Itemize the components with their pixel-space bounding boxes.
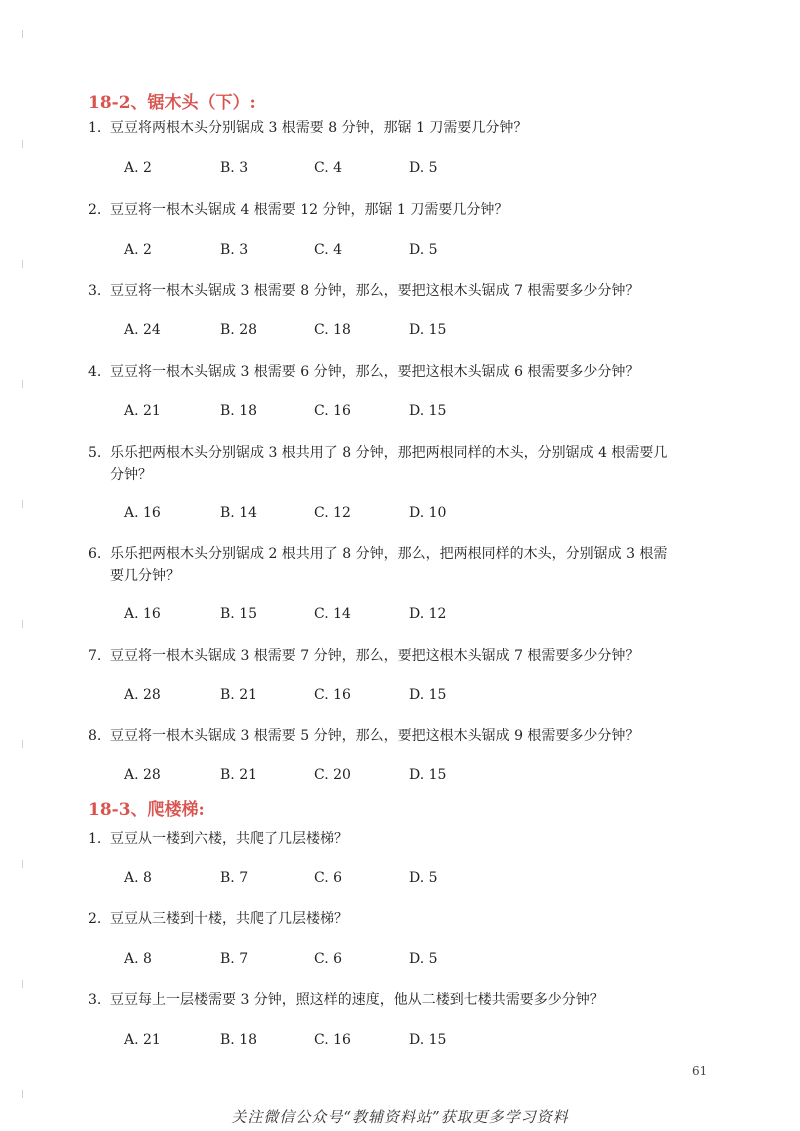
option-d[interactable]: D. 15 (409, 687, 447, 703)
option-c[interactable]: C. 4 (314, 160, 343, 176)
option-c[interactable]: C. 6 (314, 870, 343, 886)
option-d[interactable]: D. 15 (409, 1032, 447, 1048)
question-number: 7. (88, 648, 102, 664)
option-a[interactable]: A. 28 (124, 767, 161, 783)
option-d[interactable]: D. 5 (409, 951, 438, 967)
question-number: 2. (88, 202, 102, 218)
option-b[interactable]: B. 28 (220, 322, 258, 338)
question-text: 豆豆从一楼到六楼，共爬了几层楼梯？ (110, 831, 348, 847)
option-c[interactable]: C. 18 (314, 322, 351, 338)
question-text: 乐乐把两根木头分别锯成 2 根共用了 8 分钟，那么，把两根同样的木头，分别锯成 3 根需 (110, 546, 668, 562)
option-d[interactable]: D. 15 (409, 322, 447, 338)
question-number: 1. (88, 831, 102, 847)
option-c[interactable]: C. 12 (314, 505, 351, 521)
question-number: 6. (88, 546, 102, 562)
question-1 (88, 117, 718, 139)
option-a[interactable]: A. 16 (124, 606, 161, 622)
question-3 (88, 280, 718, 302)
question-8 (88, 725, 718, 747)
option-b[interactable]: B. 7 (220, 951, 249, 967)
option-a[interactable]: A. 8 (124, 951, 152, 967)
binding-margin-marks (22, 30, 24, 1111)
question-2 (88, 199, 718, 221)
question-text-continued: 要几分钟？ (110, 568, 180, 584)
option-d[interactable]: D. 5 (409, 870, 438, 886)
option-a[interactable]: A. 24 (124, 322, 161, 338)
option-b[interactable]: B. 3 (220, 160, 249, 176)
option-b[interactable]: B. 7 (220, 870, 249, 886)
question-text: 豆豆从三楼到十楼，共爬了几层楼梯？ (110, 911, 348, 927)
option-b[interactable]: B. 21 (220, 687, 258, 703)
option-d[interactable]: D. 15 (409, 403, 447, 419)
question-1 (88, 828, 718, 850)
option-c[interactable]: C. 14 (314, 606, 351, 622)
option-d[interactable]: D. 12 (409, 606, 447, 622)
question-text: 豆豆将两根木头分别锯成 3 根需要 8 分钟，那锯 1 刀需要几分钟？ (110, 120, 528, 136)
question-3 (88, 989, 718, 1011)
option-a[interactable]: A. 21 (124, 403, 161, 419)
question-5 (88, 442, 718, 486)
question-number: 1. (88, 120, 102, 136)
option-c[interactable]: C. 6 (314, 951, 343, 967)
option-c[interactable]: C. 16 (314, 403, 351, 419)
option-d[interactable]: D. 5 (409, 160, 438, 176)
question-2 (88, 908, 718, 930)
option-c[interactable]: C. 16 (314, 1032, 351, 1048)
option-a[interactable]: A. 28 (124, 687, 161, 703)
option-a[interactable]: A. 2 (124, 242, 152, 258)
question-number: 4. (88, 364, 102, 380)
question-number: 3. (88, 992, 102, 1008)
question-number: 3. (88, 283, 102, 299)
option-a[interactable]: A. 2 (124, 160, 152, 176)
section-title-18-2: 18-2、锯木头（下）: (88, 93, 256, 113)
option-b[interactable]: B. 18 (220, 1032, 258, 1048)
question-4 (88, 361, 718, 383)
footer-note: 关注微信公众号“教辅资料站”获取更多学习资料 (231, 1108, 569, 1126)
question-text: 豆豆将一根木头锯成 3 根需要 8 分钟，那么，要把这根木头锯成 7 根需要多少分钟？ (110, 283, 640, 299)
option-a[interactable]: A. 8 (124, 870, 152, 886)
question-text-continued: 分钟？ (110, 467, 152, 483)
option-c[interactable]: C. 4 (314, 242, 343, 258)
question-number: 2. (88, 911, 102, 927)
option-d[interactable]: D. 15 (409, 767, 447, 783)
question-text: 豆豆每上一层楼需要 3 分钟，照这样的速度，他从二楼到七楼共需要多少分钟？ (110, 992, 604, 1008)
question-7 (88, 645, 718, 667)
question-number: 5. (88, 445, 102, 461)
option-d[interactable]: D. 5 (409, 242, 438, 258)
question-text: 豆豆将一根木头锯成 3 根需要 6 分钟，那么，要把这根木头锯成 6 根需要多少分钟？ (110, 364, 640, 380)
question-text: 乐乐把两根木头分别锯成 3 根共用了 8 分钟，那把两根同样的木头，分别锯成 4 根需要几 (110, 445, 668, 461)
option-b[interactable]: B. 3 (220, 242, 249, 258)
question-number: 8. (88, 728, 102, 744)
question-6 (88, 543, 718, 587)
option-b[interactable]: B. 15 (220, 606, 258, 622)
option-a[interactable]: A. 21 (124, 1032, 161, 1048)
page-number: 61 (692, 1064, 708, 1078)
option-c[interactable]: C. 20 (314, 767, 351, 783)
option-a[interactable]: A. 16 (124, 505, 161, 521)
question-text: 豆豆将一根木头锯成 4 根需要 12 分钟，那锯 1 刀需要几分钟？ (110, 202, 509, 218)
option-c[interactable]: C. 16 (314, 687, 351, 703)
option-d[interactable]: D. 10 (409, 505, 447, 521)
option-b[interactable]: B. 14 (220, 505, 258, 521)
option-b[interactable]: B. 18 (220, 403, 258, 419)
section-title-18-3: 18-3、爬楼梯: (88, 800, 205, 820)
question-text: 豆豆将一根木头锯成 3 根需要 5 分钟，那么，要把这根木头锯成 9 根需要多少分钟？ (110, 728, 640, 744)
option-b[interactable]: B. 21 (220, 767, 258, 783)
question-text: 豆豆将一根木头锯成 3 根需要 7 分钟，那么，要把这根木头锯成 7 根需要多少分钟？ (110, 648, 640, 664)
